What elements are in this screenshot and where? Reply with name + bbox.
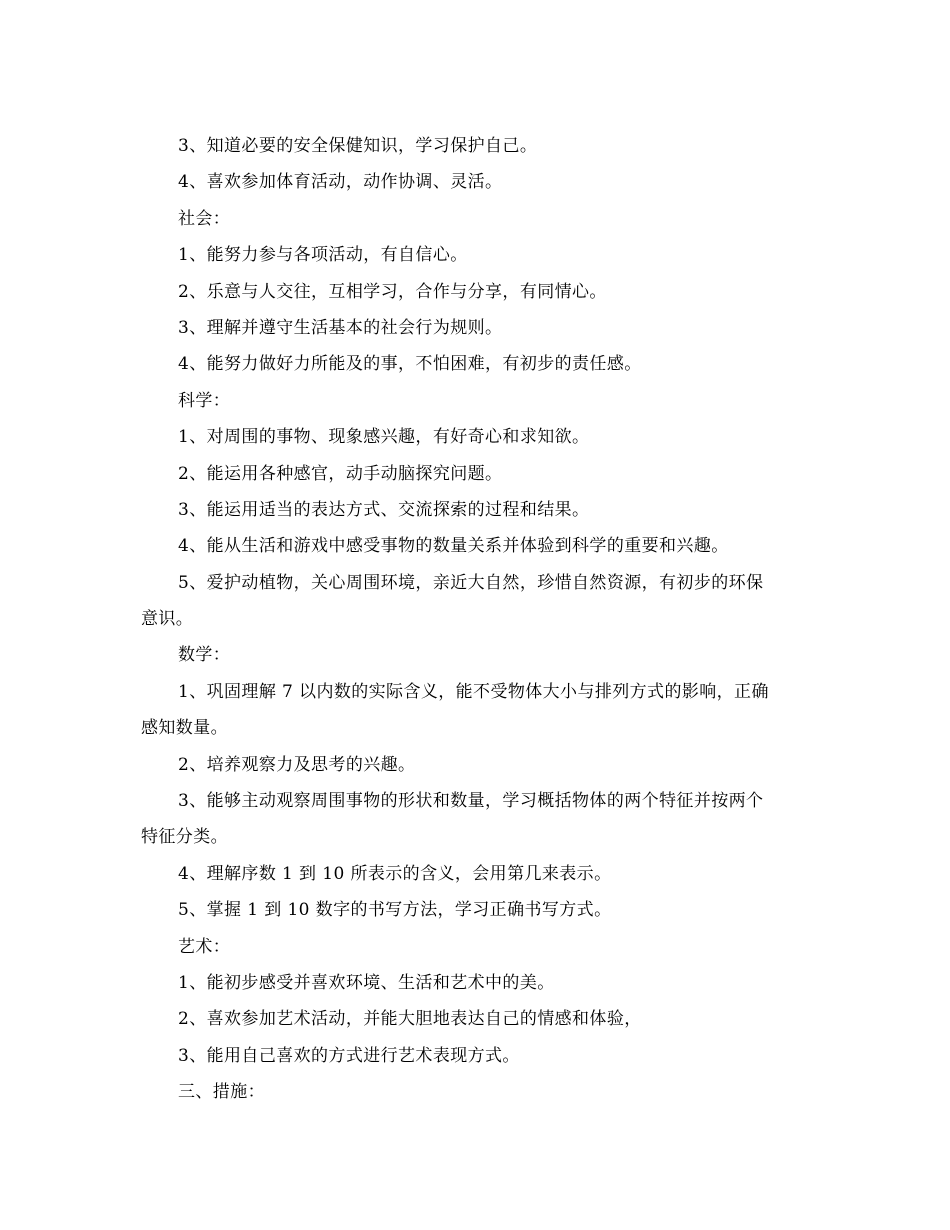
paragraph-line: 1、能努力参与各项活动，有自信心。 <box>178 245 468 266</box>
section-heading-measures: 三、措施： <box>178 1082 265 1103</box>
paragraph-line-continuation: 特征分类。 <box>141 827 228 848</box>
paragraph-line: 1、对周围的事物、现象感兴趣，有好奇心和求知欲。 <box>178 427 590 448</box>
paragraph-line: 5、掌握 1 到 10 数字的书写方法，学习正确书写方式。 <box>178 900 612 921</box>
section-heading-science: 科学： <box>178 390 231 411</box>
section-heading-math: 数学： <box>178 645 231 666</box>
paragraph-line: 4、能从生活和游戏中感受事物的数量关系并体验到科学的重要和兴趣。 <box>178 536 729 557</box>
paragraph-line: 2、培养观察力及思考的兴趣。 <box>178 754 416 775</box>
paragraph-line: 4、喜欢参加体育活动，动作协调、灵活。 <box>178 172 503 193</box>
paragraph-line: 3、理解并遵守生活基本的社会行为规则。 <box>178 317 503 338</box>
paragraph-line: 2、能运用各种感官，动手动脑探究问题。 <box>178 463 503 484</box>
paragraph-line-continuation: 意识。 <box>141 609 194 630</box>
paragraph-line-continuation: 感知数量。 <box>141 718 228 739</box>
paragraph-line: 2、喜欢参加艺术活动，并能大胆地表达自己的情感和体验， <box>178 1009 642 1030</box>
paragraph-line: 4、能努力做好力所能及的事，不怕困难，有初步的责任感。 <box>178 354 642 375</box>
paragraph-line: 3、能够主动观察周围事物的形状和数量，学习概括物体的两个特征并按两个 <box>178 791 764 812</box>
paragraph-line: 5、爱护动植物，关心周围环境，亲近大自然，珍惜自然资源，有初步的环保 <box>178 572 764 593</box>
section-heading-art: 艺术： <box>178 936 231 957</box>
paragraph-line: 2、乐意与人交往，互相学习，合作与分享，有同情心。 <box>178 281 607 302</box>
paragraph-line: 3、知道必要的安全保健知识，学习保护自己。 <box>178 136 538 156</box>
paragraph-line: 1、能初步感受并喜欢环境、生活和艺术中的美。 <box>178 972 555 993</box>
paragraph-line: 1、巩固理解 7 以内数的实际含义，能不受物体大小与排列方式的影响，正确 <box>178 681 769 702</box>
paragraph-line: 3、能运用适当的表达方式、交流探索的过程和结果。 <box>178 499 590 520</box>
document-body <box>141 128 809 1111</box>
section-heading-social: 社会： <box>178 208 231 229</box>
paragraph-line: 4、理解序数 1 到 10 所表示的含义，会用第几来表示。 <box>178 863 612 884</box>
paragraph-line: 3、能用自己喜欢的方式进行艺术表现方式。 <box>178 1045 520 1066</box>
